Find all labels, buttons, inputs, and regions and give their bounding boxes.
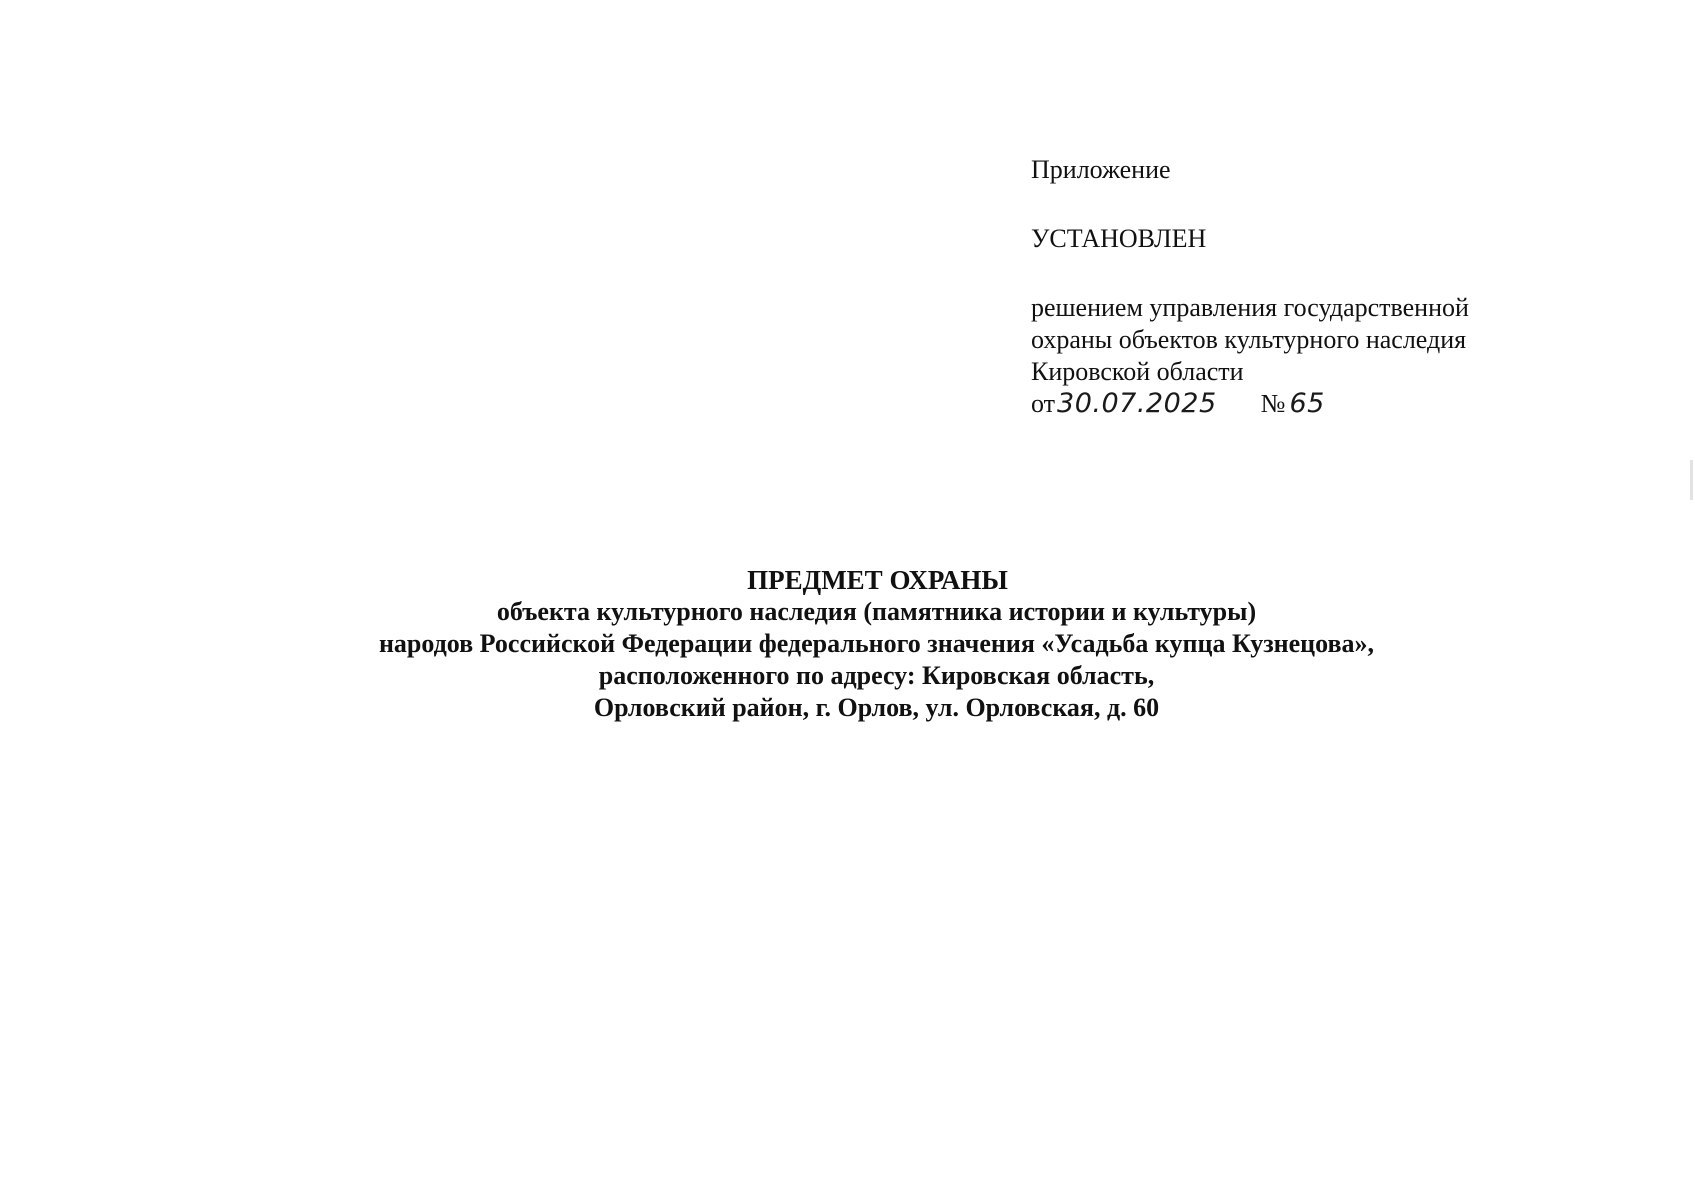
date-prefix: от [1031,389,1056,418]
date-number-line [1031,388,1591,420]
decision-line-2: охраны объектов культурного наследия [1031,325,1467,354]
decision-line-3: Кировской области [1031,357,1244,386]
title-line-3: расположенного по адресу: Кировская область, [598,661,1155,690]
title-line-1: объекта культурного наследия (памятника истории и культуры) [496,597,1257,626]
decision-line-1: решением управления государственной [1031,293,1469,322]
approved-label: УСТАНОВЛЕН [1031,224,1207,253]
handwritten-number: 65 [1289,388,1325,419]
handwritten-date: 30.07.2025 [1057,388,1217,419]
approval-block [1031,154,1591,420]
title-block [0,564,1695,724]
main-title: ПРЕДМЕТ ОХРАНЫ [747,565,1008,595]
appendix-label: Приложение [1031,155,1171,184]
title-line-4: Орловский район, г. Орлов, ул. Орловская, д. 60 [593,693,1160,722]
number-prefix: № [1260,389,1286,418]
scan-edge-mark [1690,460,1693,500]
title-line-2: народов Российской Федерации федерального значения «Усадьба купца Кузнецова», [378,629,1375,658]
